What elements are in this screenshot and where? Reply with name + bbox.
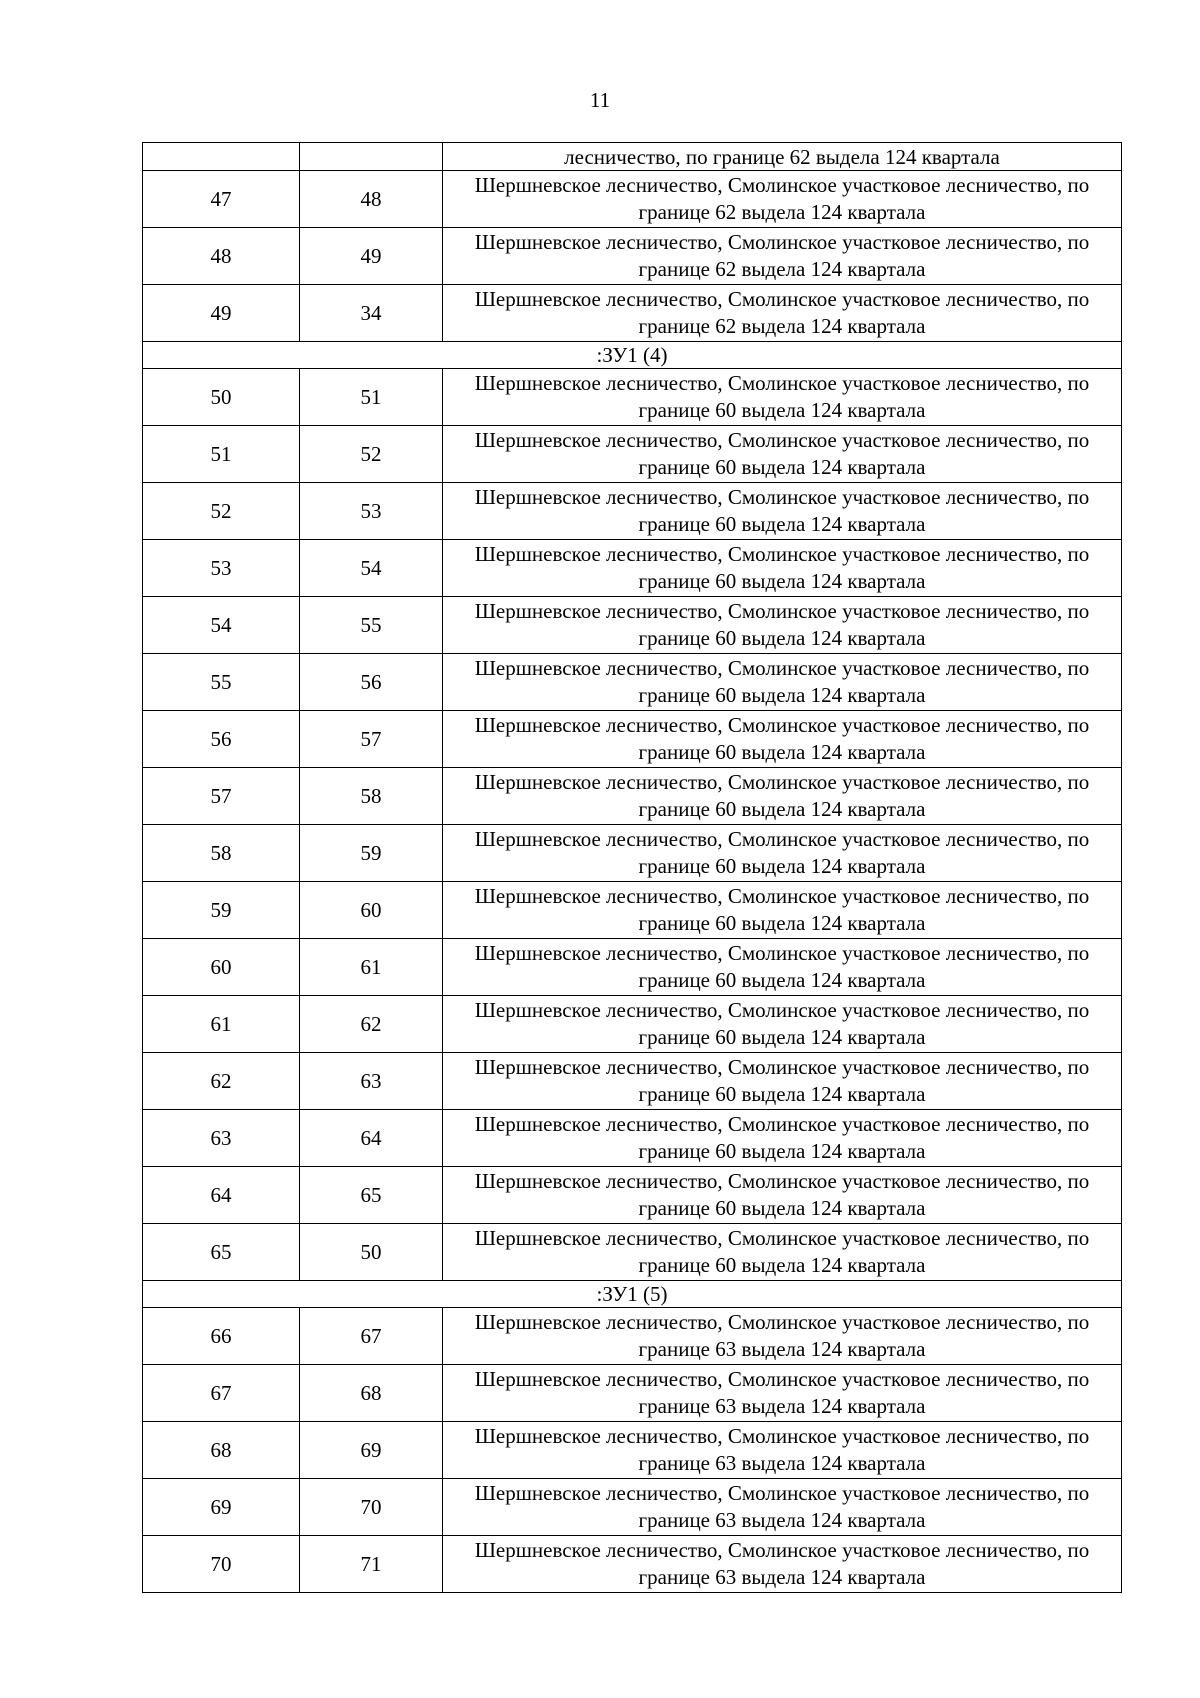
to-point-cell: 61 [300, 939, 443, 996]
to-point-cell: 49 [300, 228, 443, 285]
boundary-description-cell: Шершневское лесничество, Смолинское участковое лесничество, по границе 60 выдела 124 квартала [443, 882, 1122, 939]
table-row [143, 483, 1122, 540]
from-point-cell: 52 [143, 483, 300, 540]
to-point-cell: 56 [300, 654, 443, 711]
from-point-cell: 67 [143, 1365, 300, 1422]
to-point-cell: 69 [300, 1422, 443, 1479]
to-point-cell: 65 [300, 1167, 443, 1224]
from-point-cell: 68 [143, 1422, 300, 1479]
boundary-description-cell: Шершневское лесничество, Смолинское участковое лесничество, по границе 60 выдела 124 квартала [443, 939, 1122, 996]
boundary-description-cell: Шершневское лесничество, Смолинское участковое лесничество, по границе 62 выдела 124 квартала [443, 285, 1122, 342]
from-point-cell: 48 [143, 228, 300, 285]
table-row [143, 1224, 1122, 1281]
to-point-cell: 57 [300, 711, 443, 768]
boundary-description-cell: Шершневское лесничество, Смолинское участковое лесничество, по границе 60 выдела 124 квартала [443, 597, 1122, 654]
continuation-from-cell [143, 143, 300, 171]
from-point-cell: 66 [143, 1308, 300, 1365]
to-point-cell: 50 [300, 1224, 443, 1281]
table-row [143, 1479, 1122, 1536]
boundary-description-cell: Шершневское лесничество, Смолинское участковое лесничество, по границе 63 выдела 124 квартала [443, 1479, 1122, 1536]
from-point-cell: 56 [143, 711, 300, 768]
from-point-cell: 54 [143, 597, 300, 654]
table-row [143, 1422, 1122, 1479]
from-point-cell: 51 [143, 426, 300, 483]
from-point-cell: 53 [143, 540, 300, 597]
boundary-description-cell: Шершневское лесничество, Смолинское участковое лесничество, по границе 60 выдела 124 квартала [443, 1224, 1122, 1281]
from-point-cell: 49 [143, 285, 300, 342]
from-point-cell: 69 [143, 1479, 300, 1536]
table-row [143, 825, 1122, 882]
table-row [143, 711, 1122, 768]
table-row [143, 171, 1122, 228]
section-title: :ЗУ1 (4) [143, 342, 1122, 369]
from-point-cell: 62 [143, 1053, 300, 1110]
table-row [143, 1308, 1122, 1365]
table-row [143, 228, 1122, 285]
from-point-cell: 58 [143, 825, 300, 882]
table-row [143, 1536, 1122, 1593]
to-point-cell: 71 [300, 1536, 443, 1593]
from-point-cell: 61 [143, 996, 300, 1053]
to-point-cell: 59 [300, 825, 443, 882]
from-point-cell: 59 [143, 882, 300, 939]
to-point-cell: 53 [300, 483, 443, 540]
from-point-cell: 60 [143, 939, 300, 996]
boundary-description-cell: Шершневское лесничество, Смолинское участковое лесничество, по границе 60 выдела 124 квартала [443, 996, 1122, 1053]
section-title: :ЗУ1 (5) [143, 1281, 1122, 1308]
continuation-description: лесничество, по границе 62 выдела 124 квартала [443, 143, 1122, 171]
from-point-cell: 64 [143, 1167, 300, 1224]
boundary-description-cell: Шершневское лесничество, Смолинское участковое лесничество, по границе 60 выдела 124 квартала [443, 1110, 1122, 1167]
to-point-cell: 67 [300, 1308, 443, 1365]
page-number: 11 [589, 88, 611, 112]
to-point-cell: 68 [300, 1365, 443, 1422]
table-row [143, 1167, 1122, 1224]
boundary-description-cell: Шершневское лесничество, Смолинское участковое лесничество, по границе 60 выдела 124 квартала [443, 1053, 1122, 1110]
table-row [143, 369, 1122, 426]
table-row [143, 654, 1122, 711]
from-point-cell: 70 [143, 1536, 300, 1593]
boundary-description-cell: Шершневское лесничество, Смолинское участковое лесничество, по границе 63 выдела 124 квартала [443, 1422, 1122, 1479]
boundary-table [142, 142, 1122, 1593]
from-point-cell: 63 [143, 1110, 300, 1167]
boundary-description-cell: Шершневское лесничество, Смолинское участковое лесничество, по границе 60 выдела 124 квартала [443, 369, 1122, 426]
table-row [143, 540, 1122, 597]
to-point-cell: 70 [300, 1479, 443, 1536]
to-point-cell: 58 [300, 768, 443, 825]
boundary-description-cell: Шершневское лесничество, Смолинское участковое лесничество, по границе 60 выдела 124 квартала [443, 654, 1122, 711]
table-row [143, 426, 1122, 483]
boundary-description-cell: Шершневское лесничество, Смолинское участковое лесничество, по границе 60 выдела 124 квартала [443, 1167, 1122, 1224]
boundary-description-cell: Шершневское лесничество, Смолинское участковое лесничество, по границе 60 выдела 124 квартала [443, 540, 1122, 597]
table-row [143, 882, 1122, 939]
to-point-cell: 48 [300, 171, 443, 228]
to-point-cell: 55 [300, 597, 443, 654]
to-point-cell: 51 [300, 369, 443, 426]
to-point-cell: 54 [300, 540, 443, 597]
to-point-cell: 52 [300, 426, 443, 483]
table-row [143, 1053, 1122, 1110]
table-row [143, 939, 1122, 996]
table-row [143, 1110, 1122, 1167]
to-point-cell: 62 [300, 996, 443, 1053]
boundary-description-cell: Шершневское лесничество, Смолинское участковое лесничество, по границе 63 выдела 124 квартала [443, 1308, 1122, 1365]
to-point-cell: 34 [300, 285, 443, 342]
table-row [143, 768, 1122, 825]
from-point-cell: 57 [143, 768, 300, 825]
table-row [143, 285, 1122, 342]
table-row [143, 1365, 1122, 1422]
boundary-description-cell: Шершневское лесничество, Смолинское участковое лесничество, по границе 60 выдела 124 квартала [443, 768, 1122, 825]
continuation-row [143, 143, 1122, 171]
boundary-description-cell: Шершневское лесничество, Смолинское участковое лесничество, по границе 63 выдела 124 квартала [443, 1365, 1122, 1422]
table-row [143, 996, 1122, 1053]
table-row [143, 597, 1122, 654]
boundary-table-body [143, 143, 1122, 1593]
boundary-description-cell: Шершневское лесничество, Смолинское участковое лесничество, по границе 60 выдела 124 квартала [443, 825, 1122, 882]
from-point-cell: 65 [143, 1224, 300, 1281]
to-point-cell: 63 [300, 1053, 443, 1110]
boundary-description-cell: Шершневское лесничество, Смолинское участковое лесничество, по границе 62 выдела 124 квартала [443, 171, 1122, 228]
from-point-cell: 50 [143, 369, 300, 426]
boundary-description-cell: Шершневское лесничество, Смолинское участковое лесничество, по границе 60 выдела 124 квартала [443, 426, 1122, 483]
continuation-to-cell [300, 143, 443, 171]
boundary-description-cell: Шершневское лесничество, Смолинское участковое лесничество, по границе 62 выдела 124 квартала [443, 228, 1122, 285]
boundary-description-cell: Шершневское лесничество, Смолинское участковое лесничество, по границе 60 выдела 124 квартала [443, 711, 1122, 768]
section-header-row [143, 1281, 1122, 1308]
boundary-description-cell: Шершневское лесничество, Смолинское участковое лесничество, по границе 63 выдела 124 квартала [443, 1536, 1122, 1593]
boundary-description-cell: Шершневское лесничество, Смолинское участковое лесничество, по границе 60 выдела 124 квартала [443, 483, 1122, 540]
to-point-cell: 64 [300, 1110, 443, 1167]
to-point-cell: 60 [300, 882, 443, 939]
from-point-cell: 55 [143, 654, 300, 711]
section-header-row [143, 342, 1122, 369]
from-point-cell: 47 [143, 171, 300, 228]
